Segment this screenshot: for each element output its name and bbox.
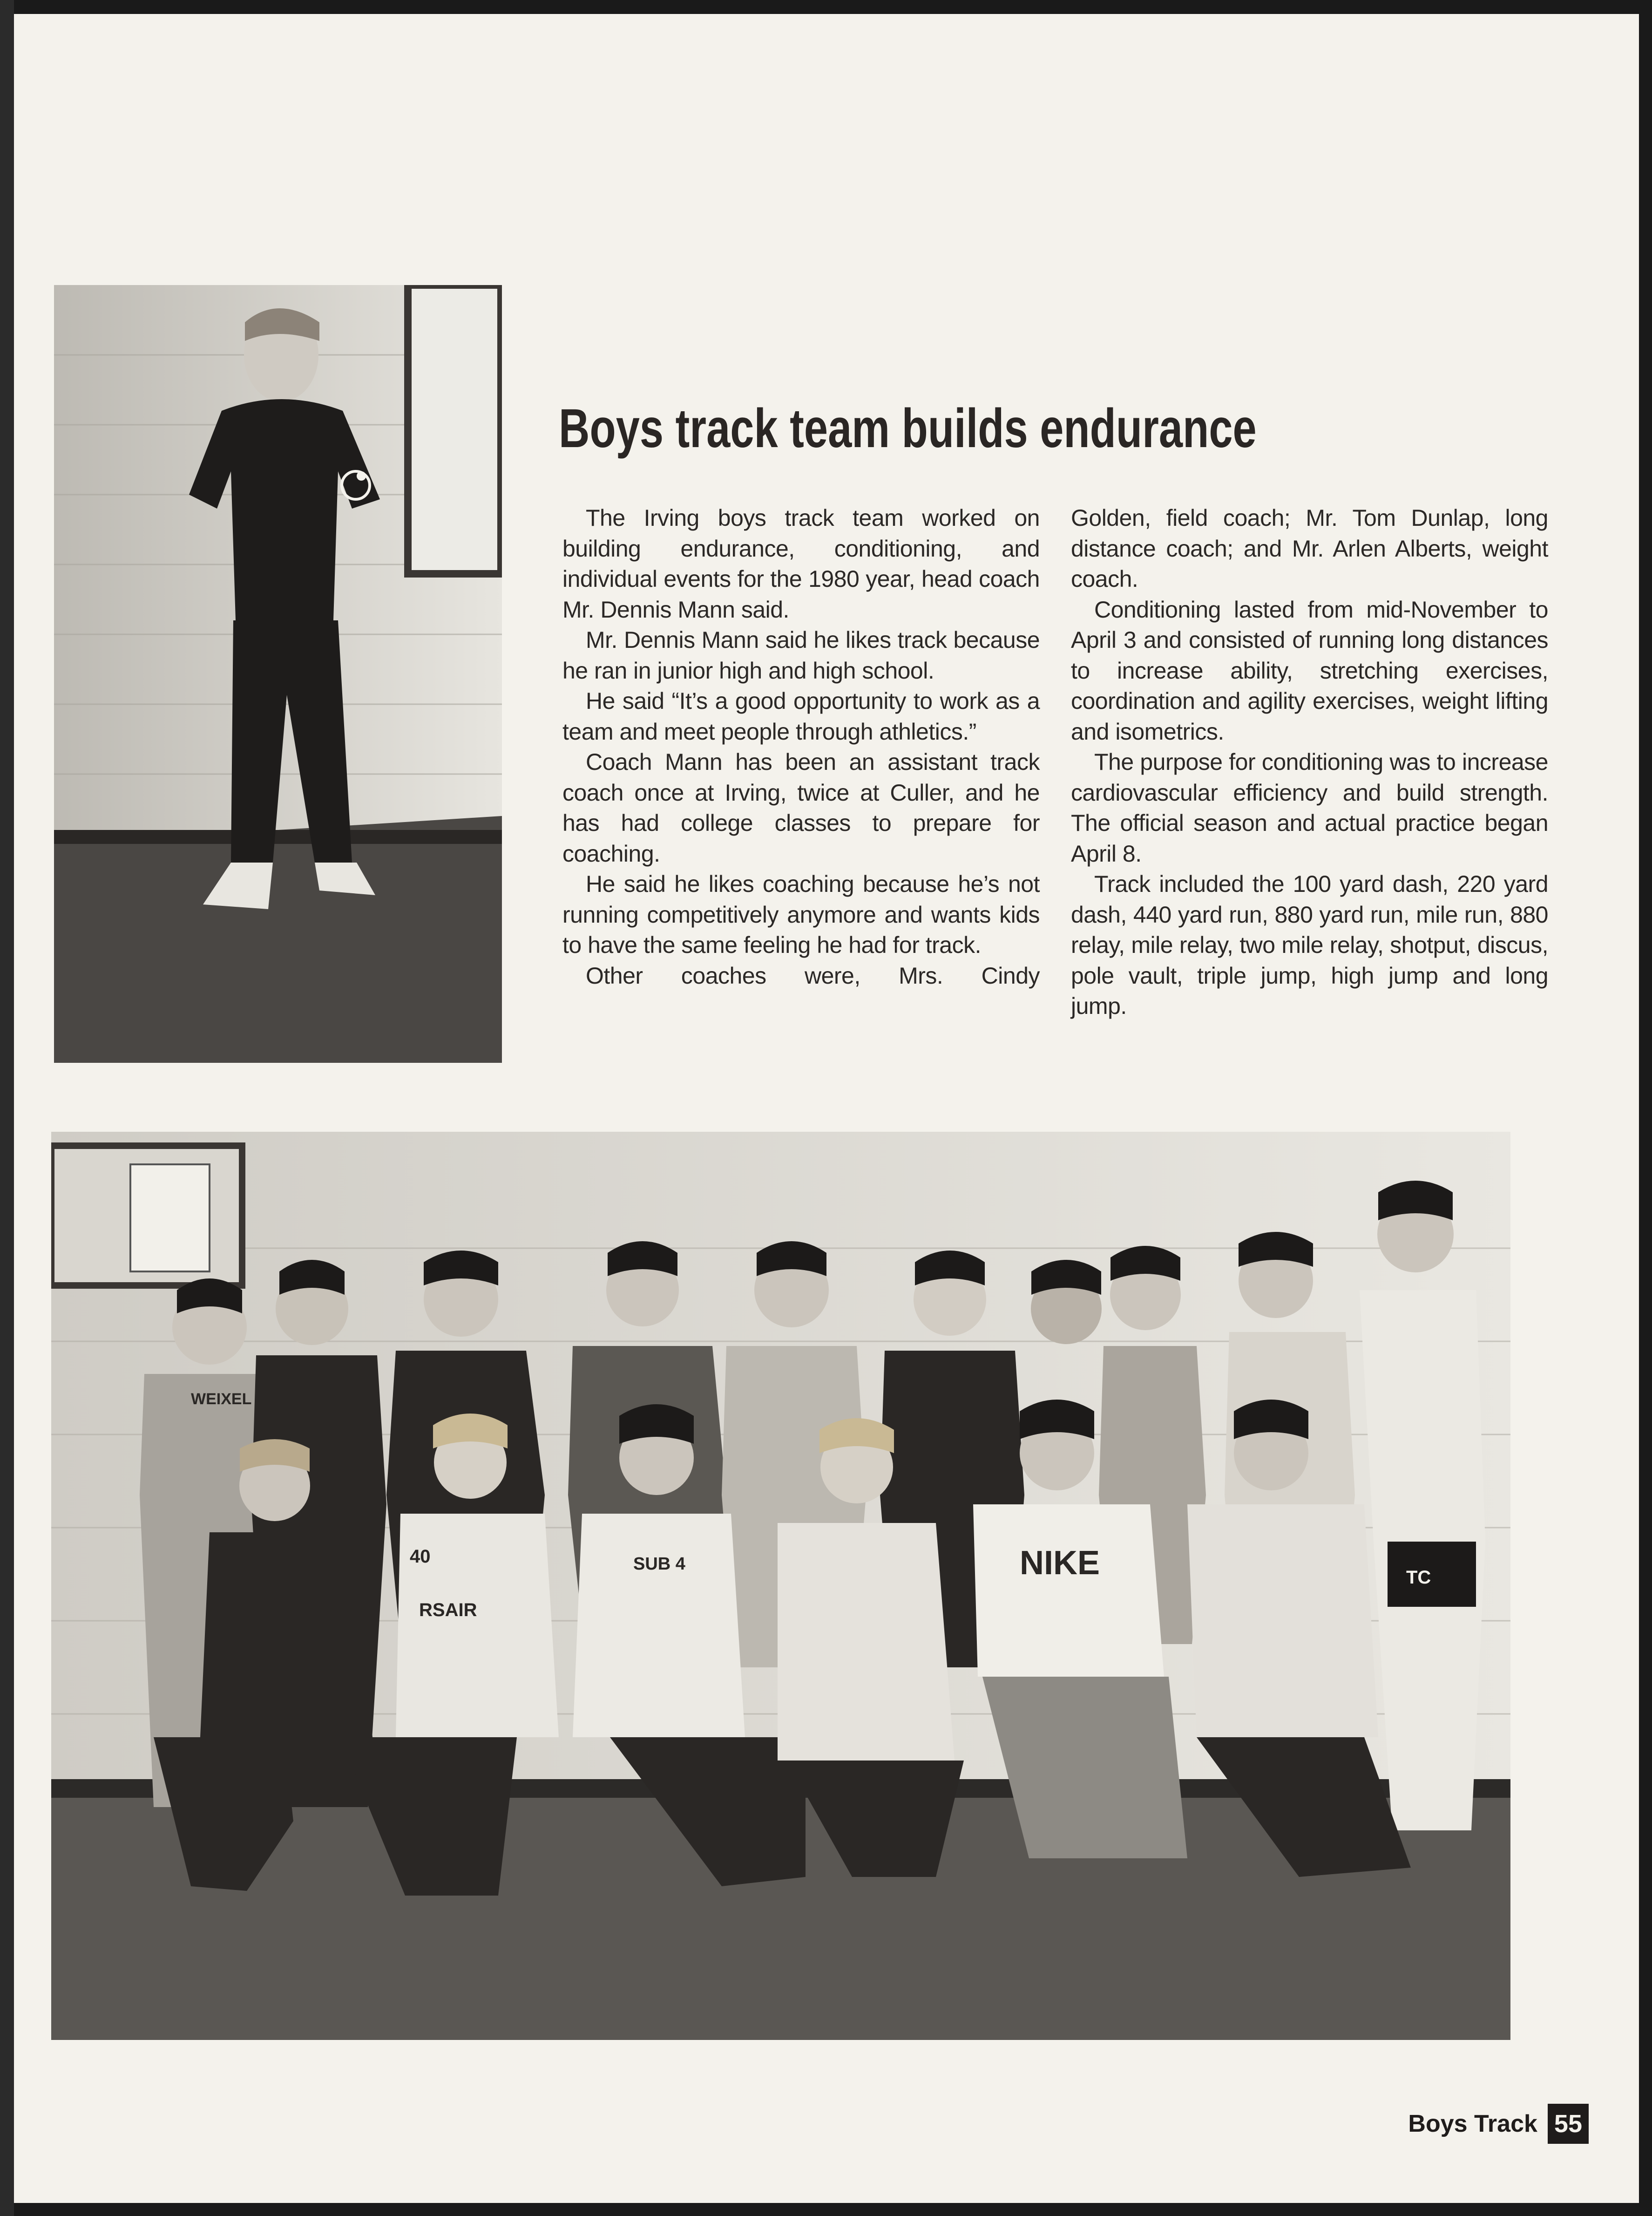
shirt-text: 40 xyxy=(410,1546,431,1567)
shirt-text: SUB 4 xyxy=(633,1554,685,1574)
team-photo-illustration xyxy=(51,1132,1510,2040)
team-photo xyxy=(51,1132,1510,2040)
yearbook-page xyxy=(14,14,1639,2203)
section-label: Boys Track xyxy=(1408,2110,1537,2137)
article-column-left xyxy=(562,503,1040,991)
shirt-text: NIKE xyxy=(1020,1544,1100,1582)
article-paragraph: Other coaches were, Mrs. Cindy xyxy=(586,962,1040,989)
article-paragraph: Mr. Dennis Mann said he likes track because he ran in junior high and high school. xyxy=(562,627,1040,684)
back-row-athlete xyxy=(1031,1260,1102,1344)
page-footer xyxy=(1408,2100,1589,2147)
coach-photo-illustration xyxy=(54,285,502,1063)
shirt-text: RSAIR xyxy=(419,1600,477,1620)
article-paragraph-continued: Golden, field coach; Mr. Tom Dunlap, long distance coach; and Mr. Arlen Alberts, weight coach. xyxy=(1071,505,1548,592)
article-paragraph: He said “It’s a good opportunity to work as a team and meet people through athletics.” xyxy=(562,688,1040,745)
page-number: 55 xyxy=(1548,2104,1589,2144)
article-paragraph: The purpose for conditioning was to increase cardiovascular efficiency and build strength. The official season and actual practice began April 8. xyxy=(1071,749,1548,867)
article-column-right xyxy=(1071,503,1548,1022)
article-headline: Boys track team builds endurance xyxy=(559,398,1257,459)
shirt-text: TC xyxy=(1406,1567,1431,1588)
article-paragraph: He said he likes coaching because he’s not running competitively anymore and wants kids to have the same feeling he had for track. xyxy=(562,871,1040,958)
binding-edge xyxy=(0,0,14,2216)
article-paragraph: The Irving boys track team worked on building endurance, conditioning, and individual events for the 1980 year, head coach Mr. Dennis Mann said. xyxy=(562,505,1040,623)
coach-photo xyxy=(54,285,502,1063)
article-paragraph: Coach Mann has been an assistant track coach once at Irving, twice at Culler, and he has had college classes to prepare for coaching. xyxy=(562,749,1040,867)
shirt-text: WEIXEL xyxy=(191,1390,252,1408)
article-paragraph: Track included the 100 yard dash, 220 yard dash, 440 yard run, 880 yard run, mile run, 880 relay, mile relay, two mile relay, shotput, discus, pole vault, triple jump, high jump and long jump. xyxy=(1071,871,1548,1019)
article-paragraph: Conditioning lasted from mid-November to April 3 and consisted of running long distances to increase ability, stretching exercises, coordination and agility exercises, weight lifting and isometrics. xyxy=(1071,596,1548,745)
